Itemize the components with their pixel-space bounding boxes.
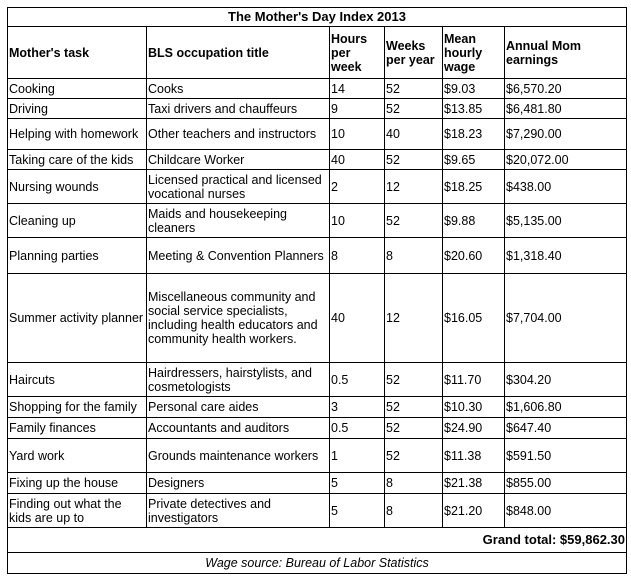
wage-cell: $21.38	[443, 473, 505, 494]
task-cell: Summer activity planner	[8, 274, 147, 363]
hours-cell: 10	[330, 119, 385, 150]
title-row	[8, 8, 627, 27]
wage-cell: $18.23	[443, 119, 505, 150]
table-row	[8, 397, 627, 418]
table-row	[8, 418, 627, 439]
wage-cell: $20.60	[443, 238, 505, 274]
weeks-cell: 8	[385, 494, 443, 528]
task-cell: Yard work	[8, 439, 147, 473]
wage-cell: $11.38	[443, 439, 505, 473]
occupation-cell: Personal care aides	[147, 397, 330, 418]
table-title: The Mother's Day Index 2013	[8, 8, 627, 27]
weeks-cell: 40	[385, 119, 443, 150]
weeks-cell: 8	[385, 473, 443, 494]
table-row	[8, 363, 627, 397]
earnings-cell: $304.20	[505, 363, 627, 397]
header-weeks: Weeks per year	[385, 27, 443, 79]
hours-cell: 3	[330, 397, 385, 418]
hours-cell: 40	[330, 150, 385, 170]
header-task: Mother's task	[8, 27, 147, 79]
weeks-cell: 12	[385, 170, 443, 204]
earnings-cell: $5,135.00	[505, 204, 627, 238]
occupation-cell: Miscellaneous community and social service specialists, including health educators and community health workers.	[147, 274, 330, 363]
header-row	[8, 27, 627, 79]
table-body	[8, 8, 627, 574]
table-row	[8, 473, 627, 494]
task-cell: Cooking	[8, 79, 147, 99]
task-cell: Shopping for the family	[8, 397, 147, 418]
wage-cell: $13.85	[443, 99, 505, 119]
wage-cell: $10.30	[443, 397, 505, 418]
occupation-cell: Other teachers and instructors	[147, 119, 330, 150]
hours-cell: 0.5	[330, 418, 385, 439]
table-row	[8, 204, 627, 238]
wage-cell: $16.05	[443, 274, 505, 363]
table-row	[8, 79, 627, 99]
occupation-cell: Meeting & Convention Planners	[147, 238, 330, 274]
table-row	[8, 99, 627, 119]
grand-total-row	[8, 528, 627, 553]
wage-cell: $9.88	[443, 204, 505, 238]
occupation-cell: Childcare Worker	[147, 150, 330, 170]
occupation-cell: Taxi drivers and chauffeurs	[147, 99, 330, 119]
hours-cell: 10	[330, 204, 385, 238]
header-hours: Hours per week	[330, 27, 385, 79]
hours-cell: 1	[330, 439, 385, 473]
occupation-cell: Cooks	[147, 79, 330, 99]
earnings-cell: $855.00	[505, 473, 627, 494]
wage-cell: $9.65	[443, 150, 505, 170]
earnings-cell: $1,606.80	[505, 397, 627, 418]
task-cell: Helping with homework	[8, 119, 147, 150]
weeks-cell: 52	[385, 363, 443, 397]
weeks-cell: 52	[385, 397, 443, 418]
wage-cell: $9.03	[443, 79, 505, 99]
hours-cell: 0.5	[330, 363, 385, 397]
weeks-cell: 52	[385, 439, 443, 473]
occupation-cell: Grounds maintenance workers	[147, 439, 330, 473]
earnings-cell: $438.00	[505, 170, 627, 204]
earnings-cell: $7,290.00	[505, 119, 627, 150]
wage-cell: $11.70	[443, 363, 505, 397]
occupation-cell: Private detectives and investigators	[147, 494, 330, 528]
occupation-cell: Licensed practical and licensed vocational nurses	[147, 170, 330, 204]
table-row	[8, 170, 627, 204]
task-cell: Planning parties	[8, 238, 147, 274]
earnings-cell: $647.40	[505, 418, 627, 439]
task-cell: Haircuts	[8, 363, 147, 397]
earnings-cell: $20,072.00	[505, 150, 627, 170]
task-cell: Finding out what the kids are up to	[8, 494, 147, 528]
task-cell: Taking care of the kids	[8, 150, 147, 170]
header-wage: Mean hourly wage	[443, 27, 505, 79]
occupation-cell: Designers	[147, 473, 330, 494]
hours-cell: 40	[330, 274, 385, 363]
task-cell: Cleaning up	[8, 204, 147, 238]
earnings-cell: $591.50	[505, 439, 627, 473]
weeks-cell: 52	[385, 418, 443, 439]
wage-cell: $21.20	[443, 494, 505, 528]
weeks-cell: 52	[385, 204, 443, 238]
occupation-cell: Maids and housekeeping cleaners	[147, 204, 330, 238]
header-earnings: Annual Mom earnings	[505, 27, 627, 79]
source-row	[8, 553, 627, 574]
hours-cell: 5	[330, 473, 385, 494]
header-occupation: BLS occupation title	[147, 27, 330, 79]
table-row	[8, 150, 627, 170]
hours-cell: 8	[330, 238, 385, 274]
weeks-cell: 52	[385, 99, 443, 119]
occupation-cell: Accountants and auditors	[147, 418, 330, 439]
mothers-day-index-table	[7, 7, 627, 574]
weeks-cell: 52	[385, 79, 443, 99]
table-row	[8, 238, 627, 274]
earnings-cell: $7,704.00	[505, 274, 627, 363]
weeks-cell: 8	[385, 238, 443, 274]
earnings-cell: $848.00	[505, 494, 627, 528]
earnings-cell: $1,318.40	[505, 238, 627, 274]
hours-cell: 9	[330, 99, 385, 119]
earnings-cell: $6,570.20	[505, 79, 627, 99]
task-cell: Fixing up the house	[8, 473, 147, 494]
hours-cell: 2	[330, 170, 385, 204]
table-row	[8, 494, 627, 528]
earnings-cell: $6,481.80	[505, 99, 627, 119]
hours-cell: 5	[330, 494, 385, 528]
task-cell: Nursing wounds	[8, 170, 147, 204]
table-row	[8, 439, 627, 473]
hours-cell: 14	[330, 79, 385, 99]
table-row	[8, 119, 627, 150]
grand-total: Grand total: $59,862.30	[8, 528, 627, 553]
weeks-cell: 12	[385, 274, 443, 363]
task-cell: Driving	[8, 99, 147, 119]
wage-cell: $18.25	[443, 170, 505, 204]
table-row	[8, 274, 627, 363]
task-cell: Family finances	[8, 418, 147, 439]
occupation-cell: Hairdressers, hairstylists, and cosmetologists	[147, 363, 330, 397]
wage-source-note: Wage source: Bureau of Labor Statistics	[8, 553, 627, 574]
weeks-cell: 52	[385, 150, 443, 170]
wage-cell: $24.90	[443, 418, 505, 439]
